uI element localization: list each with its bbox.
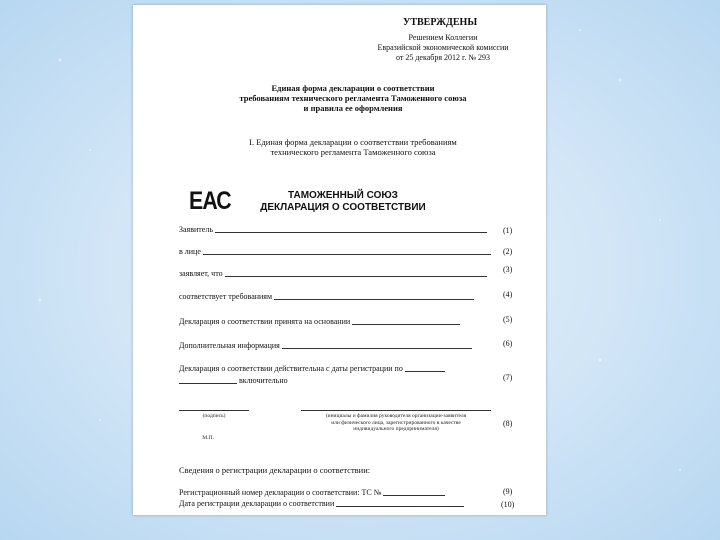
form-title-line: требованиям технического регламента Таможенного союза: [239, 93, 467, 103]
decision-line: Решением Коллегии: [408, 33, 478, 42]
union-title-line: ДЕКЛАРАЦИЯ О СООТВЕТСТВИИ: [260, 202, 426, 213]
decision-line: от 25 декабря 2012 г. № 293: [395, 53, 491, 62]
section-title-line: I. Единая форма декларации о соответствии требованиям: [249, 137, 457, 147]
name-line: [301, 410, 491, 411]
eac-logo: ЕАС: [189, 187, 231, 215]
name-caption-line: (инициалы и фамилия руководителя организации-заявителя: [325, 413, 467, 419]
validity-line2: включительно: [239, 376, 288, 385]
field-applicant: [179, 225, 487, 235]
field-number: (3): [503, 265, 513, 274]
section-title-line: технического регламента Таможенного союза: [270, 147, 436, 157]
field-additional-info: [179, 341, 472, 351]
signature-line: [179, 410, 249, 411]
name-caption-line: индивидуального предпринимателя): [353, 426, 439, 432]
field-label: соответствует требованиям: [179, 292, 273, 301]
field-line: [215, 232, 487, 233]
field-label: Декларация о соответствии принята на основании: [179, 317, 351, 326]
form-title-line: и правила ее оформления: [303, 103, 403, 113]
name-caption-line: или физического лица, зарегистрированного в качестве: [331, 419, 461, 426]
field-complies: [179, 292, 474, 302]
field-line: [274, 299, 474, 300]
field-line: [179, 383, 237, 384]
signature-caption: (подпись): [202, 413, 226, 419]
registration-title: Сведения о регистрации декларации о соответствии:: [179, 465, 371, 475]
field-number: (8): [503, 419, 513, 428]
declaration-document: [133, 5, 546, 515]
field-number: (6): [503, 339, 513, 348]
field-label: в лице: [179, 247, 201, 256]
field-label: заявляет, что: [179, 269, 223, 278]
field-number: (10): [501, 500, 515, 509]
field-number: (9): [503, 487, 513, 496]
validity-line1: Декларация о соответствии действительна с даты регистрации по: [179, 364, 403, 373]
form-title: [203, 83, 503, 113]
approved-heading: УТВЕРЖДЕНЫ: [403, 17, 478, 28]
field-line: [352, 324, 460, 325]
field-line: [225, 276, 487, 277]
field-number: (5): [503, 315, 513, 324]
field-reg-number: [179, 488, 445, 498]
field-validity-end: [179, 376, 288, 386]
name-caption: [301, 413, 491, 433]
field-number: (4): [503, 290, 513, 299]
stamp-place-label: М.П.: [202, 435, 214, 441]
field-line: [203, 254, 491, 255]
field-number: (7): [503, 373, 513, 382]
decision-block: [368, 33, 518, 63]
field-line: [383, 495, 445, 496]
field-validity: [179, 364, 445, 374]
field-represented-by: [179, 247, 491, 257]
field-basis: [179, 317, 460, 327]
field-line: [336, 506, 464, 507]
field-label: Дата регистрации декларации о соответствии: [179, 499, 335, 508]
field-number: (1): [503, 226, 513, 235]
field-label: Заявитель: [179, 225, 213, 234]
decision-line: Евразийской экономической комиссии: [377, 43, 509, 52]
field-label: Регистрационный номер декларации о соответствии: ТС №: [179, 488, 382, 497]
field-label: Дополнительная информация: [179, 341, 280, 350]
field-number: (2): [503, 247, 513, 256]
field-line: [405, 371, 445, 372]
field-declares: [179, 269, 487, 279]
union-title-line: ТАМОЖЕННЫЙ СОЮЗ: [288, 190, 398, 201]
field-line: [282, 348, 472, 349]
field-reg-date: [179, 499, 464, 509]
form-title-line: Единая форма декларации о соответствии: [271, 83, 435, 93]
section-title: [203, 137, 503, 157]
union-title: [243, 190, 443, 214]
